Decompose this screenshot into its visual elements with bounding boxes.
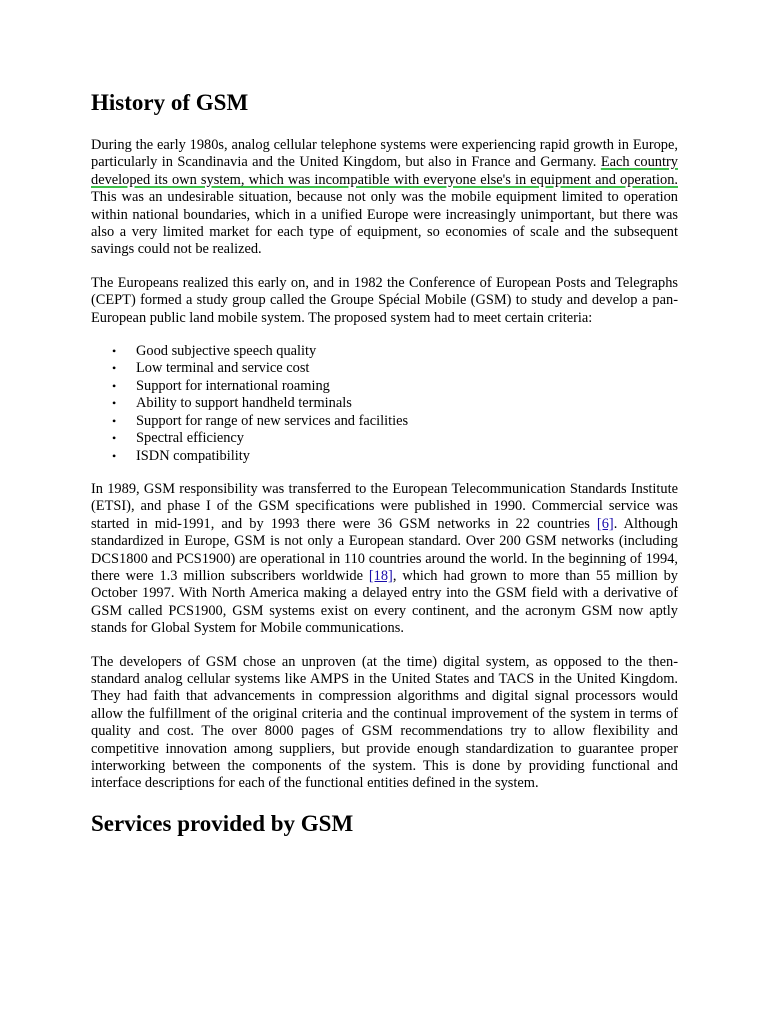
document-content bbox=[91, 88, 678, 858]
bullet-icon: • bbox=[112, 413, 117, 428]
list-item: • Support for international roaming bbox=[112, 377, 330, 394]
intro-text-continued: This was an undesirable situation, because not only was the mobile equipment limited to operation within national boundaries, which in a unified Europe were increasingly unimportant, but there was also a very limited market for each type of equipment, so economies of scale and the subsequent savings could not be realized. bbox=[91, 189, 678, 258]
bullet-icon: • bbox=[112, 361, 117, 376]
bullet-icon: • bbox=[112, 378, 117, 393]
reference-link-6[interactable]: [6] bbox=[596, 515, 614, 532]
paragraph-cept: The Europeans realized this early on, and in 1982 the Conference of European Posts and Telegraphs (CEPT) formed a study group called the Groupe Spécial Mobile (GSM) to study and develop a pan-European public land mobile system. The proposed system had to meet certain criteria: bbox=[91, 274, 678, 326]
services-heading: Services provided by GSM bbox=[91, 810, 354, 836]
bullet-icon: • bbox=[112, 396, 117, 411]
reference-link-18[interactable]: [18] bbox=[368, 567, 393, 584]
intro-text: During the early 1980s, analog cellular telephone systems were experiencing rapid growth in Europe, particularly in Scandinavia and the United Kingdom, but also in France and Germany. bbox=[91, 137, 678, 171]
list-item: • Good subjective speech quality bbox=[112, 343, 317, 360]
list-item: • Ability to support handheld terminals bbox=[112, 395, 352, 412]
bullet-icon: • bbox=[112, 431, 117, 446]
bullet-icon: • bbox=[112, 344, 117, 359]
history-heading: History of GSM bbox=[91, 90, 249, 115]
bullet-icon: • bbox=[112, 448, 117, 463]
paragraph-intro bbox=[91, 137, 678, 259]
paragraph-developers: The developers of GSM chose an unproven (at the time) digital system, as opposed to the then-standard analog cellular systems like AMPS in the United States and TACS in the United Kingdom. They had faith that advancements in compression algorithms and digital signal processors would allow the fulfillment of the original criteria and the continual improvement of the system in terms of quality and cost. The over 8000 pages of GSM recommendations try to allow flexibility and competitive innovation among suppliers, but provide enough standardization to guarantee proper interworking between the components of the system. This is done by providing functional and interface descriptions for each of the functional entities defined in the system. bbox=[91, 653, 678, 792]
list-item: • Spectral efficiency bbox=[112, 430, 245, 447]
list-item: • Low terminal and service cost bbox=[112, 360, 310, 377]
paragraph-etsi: In 1989, GSM responsibility was transferred to the European Telecommunication Standards Institute (ETSI), and phase I of the GSM specifications were published in 1990. Commercial service was started in mid-1991, and by 1993 there were 36 GSM networks in 22 countries [6]. Although standardized in Europe, GSM is not only a European standard. Over 200 GSM networks (including DCS1800 and PCS1900) are operational in 110 countries around the world. In the beginning of 1994, there were 1.3 million subscribers worldwide [18], which had grown to more than 55 million by October 1997. With North America making a delayed entry into the GSM field with a derivative of GSM called PCS1900, GSM systems exist on every continent, and the acronym GSM now aptly stands for Global System for Mobile communications. bbox=[91, 480, 678, 637]
criteria-list bbox=[91, 343, 678, 465]
list-item: • ISDN compatibility bbox=[112, 447, 250, 464]
list-item: • Support for range of new services and facilities bbox=[112, 412, 409, 429]
highlighted-sentence: Each country developed its own system, which was incompatible with everyone else's in equipment and operation. bbox=[91, 154, 678, 188]
